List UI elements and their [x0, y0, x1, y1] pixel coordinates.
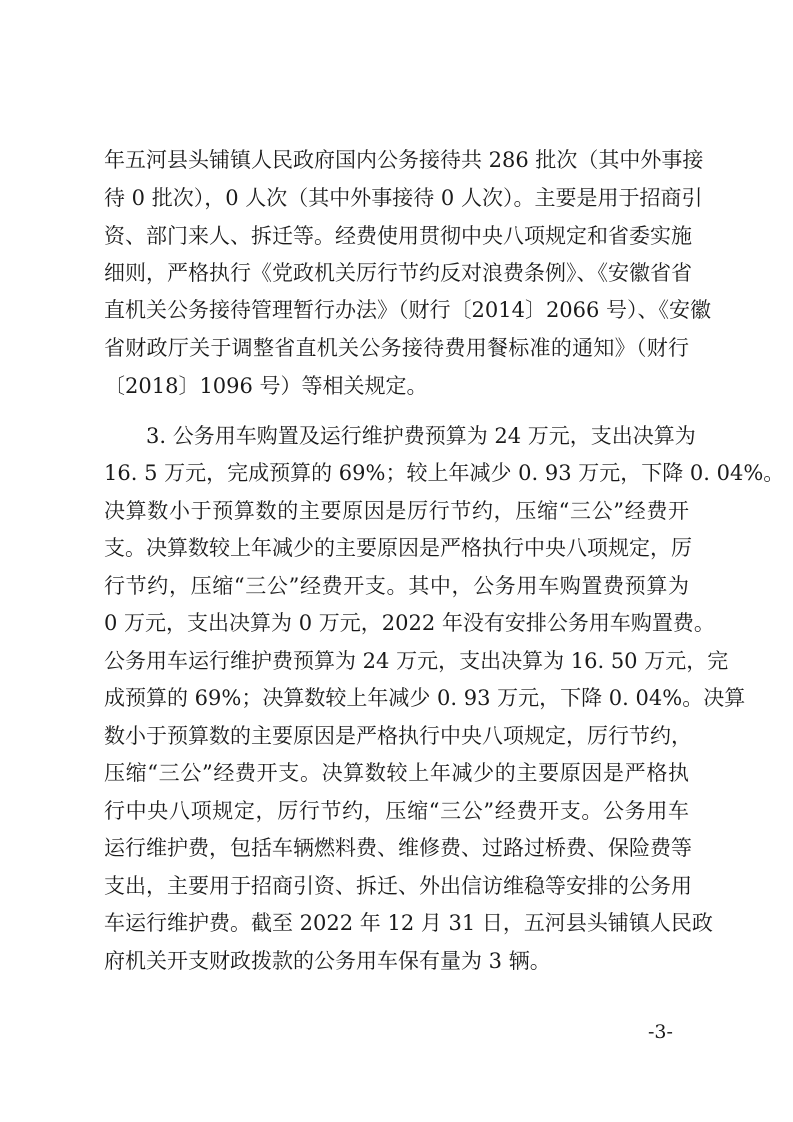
body-text-line: 3. 公务用车购置及运行维护费预算为 24 万元，支出决算为: [146, 424, 696, 448]
body-text-line: 资、部门来人、拆迁等。经费使用贯彻中央八项规定和省委实施: [104, 224, 692, 248]
body-text-line: 压缩“三公”经费开支。决算数较上年减少的主要原因是严格执: [104, 761, 689, 785]
body-text-line: 0 万元，支出决算为 0 万元，2022 年没有安排公务用车购置费。: [104, 611, 715, 635]
body-text-line: 公务用车运行维护费预算为 24 万元，支出决算为 16. 50 万元，完: [104, 649, 729, 673]
body-text-line: 决算数小于预算数的主要原因是厉行节约，压缩“三公”经费开: [104, 499, 689, 523]
body-text-line: 〔2018〕1096 号）等相关规定。: [104, 374, 428, 398]
page-number: -3-: [648, 1021, 673, 1043]
body-text-line: 数小于预算数的主要原因是严格执行中央八项规定，厉行节约，: [104, 724, 692, 748]
body-text-line: 待 0 批次），0 人次（其中外事接待 0 人次）。主要是用于招商引: [104, 186, 703, 210]
body-text-line: 车运行维护费。截至 2022 年 12 月 31 日，五河县头铺镇人民政: [104, 911, 713, 935]
body-text-line: 府机关开支财政拨款的公务用车保有量为 3 辆。: [104, 949, 551, 973]
body-text-line: 行中央八项规定，厉行节约，压缩“三公”经费开支。公务用车: [104, 799, 689, 823]
body-text-line: 运行维护费，包括车辆燃料费、维修费、过路过桥费、保险费等: [104, 836, 692, 860]
body-text-line: 年五河县头铺镇人民政府国内公务接待共 286 批次（其中外事接: [104, 148, 704, 172]
body-text-line: 细则，严格执行《党政机关厉行节约反对浪费条例》、《安徽省省: [104, 261, 692, 285]
body-text-line: 支出，主要用于招商引资、拆迁、外出信访维稳等安排的公务用: [104, 874, 692, 898]
body-text-line: 直机关公务接待管理暂行办法》（财行〔2014〕2066 号）、《安徽: [104, 298, 712, 322]
body-text-line: 省财政厅关于调整省直机关公务接待费用餐标准的通知》（财行: [104, 336, 689, 360]
body-text-line: 16. 5 万元，完成预算的 69%；较上年减少 0. 93 万元，下降 0. 04%。: [104, 461, 785, 485]
body-text-line: 支。决算数较上年减少的主要原因是严格执行中央八项规定，厉: [104, 536, 692, 560]
body-text-line: 行节约，压缩“三公”经费开支。其中，公务用车购置费预算为: [104, 574, 689, 598]
body-text-line: 成预算的 69%；决算数较上年减少 0. 93 万元，下降 0. 04%。决算: [104, 686, 746, 710]
